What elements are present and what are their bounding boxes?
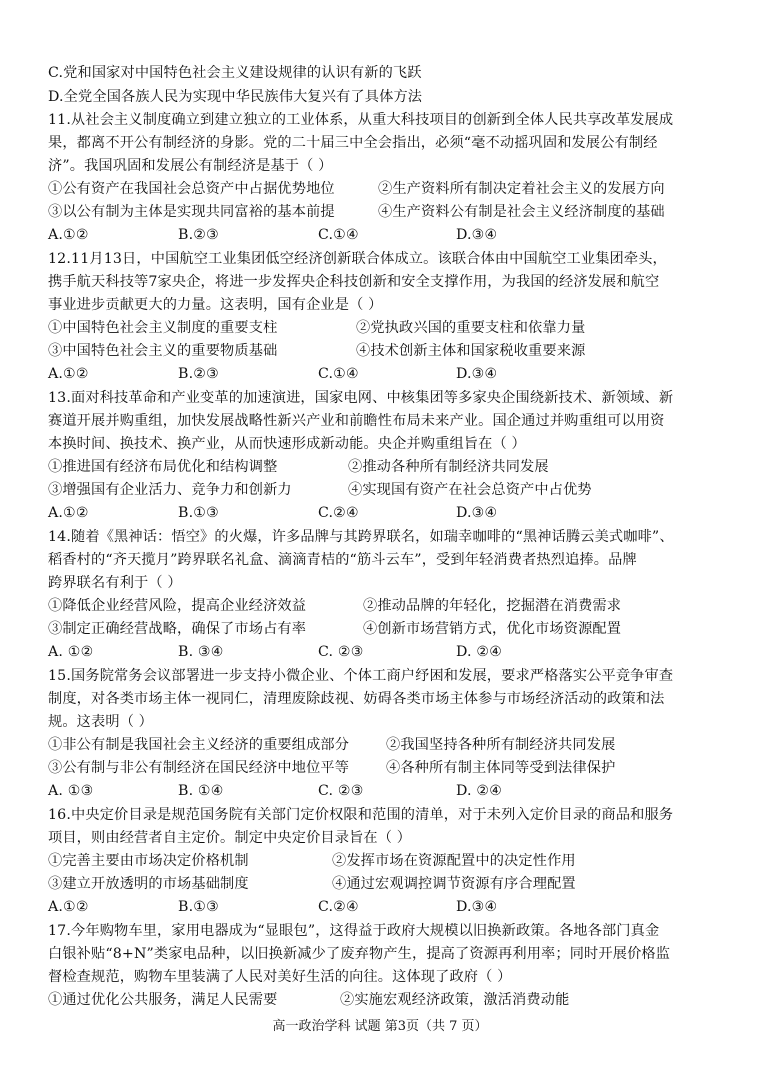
statement-row	[48, 457, 549, 477]
statement-row	[48, 202, 665, 222]
page-footer: 高一政治学科 试题 第3页（共 7 页）	[272, 1019, 488, 1034]
statement: ③公有制与非公有制经济在国民经济中地位平等	[48, 760, 350, 776]
statement-row	[48, 990, 570, 1010]
question-11-text: 济”。我国巩固和发展公有制经济是基于（ ）	[48, 158, 333, 174]
answer-option: A. ①③	[48, 783, 94, 799]
answer-option: D.③④	[456, 227, 498, 243]
statement: ②我国坚持各种所有制经济共同发展	[386, 737, 616, 753]
answer-option: D. ②④	[456, 783, 503, 799]
question-13-text: 本换时间、换技术、换产业，从而快速形成新动能。央企并购重组旨在（ ）	[48, 436, 526, 452]
answer-option: A.①②	[48, 227, 89, 243]
question-14-text: 跨界联名有利于（ ）	[48, 575, 182, 591]
question-12-text: 12.11月13日，中国航空工业集团低空经济创新联合体成立。该联合体由中国航空工业集团牵头，	[48, 251, 667, 267]
statement-row	[48, 480, 592, 500]
question-11-text: 果，都离不开公有制经济的身影。党的二十届三中全会指出，必须“毫不动摇巩固和发展公有制经	[48, 135, 658, 151]
question-12-text: 携手航天科技等7家央企，将进一步发挥央企科技创新和安全支撑作用，为我国的经济发展和航空	[48, 274, 660, 290]
statement: ④通过宏观调控调节资源有序合理配置	[332, 876, 576, 892]
statement-row	[48, 851, 576, 871]
statement-row	[48, 596, 622, 616]
question-14-text: 稻香村的“齐天揽月”跨界联名礼盒、滴滴青桔的“筋斗云车”，受到年轻消费者热烈追捧。品牌	[48, 552, 637, 568]
statement-row	[48, 735, 616, 755]
answer-option: C.②④	[318, 899, 359, 915]
statement: ②推动品牌的年轻化，挖掘潜在消费需求	[363, 598, 622, 614]
question-15-text: 制度，对各类市场主体一视同仁，清理废除歧视、妨碍各类市场主体参与市场经济活动的政策和法	[48, 691, 665, 707]
answer-option: D. ②④	[456, 644, 503, 660]
answer-option: C.②④	[318, 505, 359, 521]
question-13-text: 赛道开展并购重组，加快发展战略性新兴产业和前瞻性布局未来产业。国企通过并购重组可以用资	[48, 413, 665, 429]
option-line: C.党和国家对中国特色社会主义建设规律的认识有新的飞跃	[48, 65, 422, 81]
answer-option: C.①④	[318, 366, 359, 382]
question-15-text: 15.国务院常务会议部署进一步支持小微企业、个体工商户纾困和发展，要求严格落实公平竞争审查	[48, 668, 674, 684]
statement: ④创新市场营销方式，优化市场资源配置	[363, 621, 622, 637]
statement: ②党执政兴国的重要支柱和依靠力量	[356, 320, 586, 336]
option-line: D.全党全国各族人民为实现中华民族伟大复兴有了具体方法	[48, 89, 423, 105]
question-17-text: 17.今年购物车里，家用电器成为“显眼包”，这得益于政府大规模以旧换新政策。各地各部门真金	[48, 923, 660, 939]
question-16-text: 16.中央定价目录是规范国务院有关部门定价权限和范围的清单，对于未列入定价目录的商品和服务	[48, 807, 674, 823]
statement: ④技术创新主体和国家税收重要来源	[356, 343, 586, 359]
statement: ③建立开放透明的市场基础制度	[48, 876, 249, 892]
answer-option: B. ③④	[178, 644, 224, 660]
answer-option: C. ②③	[318, 644, 364, 660]
question-14-text: 14.随着《黑神话：悟空》的火爆，许多品牌与其跨界联名，如瑞幸咖啡的“黑神话腾云美式咖啡”、	[48, 529, 674, 545]
answer-option: D.③④	[456, 899, 498, 915]
answer-option: A.①②	[48, 505, 89, 521]
statement-row	[48, 874, 576, 894]
answer-option: B.②③	[178, 227, 219, 243]
question-17-text: 督检查规范，购物车里装满了人民对美好生活的向往。这体现了政府（ ）	[48, 969, 512, 985]
statement: ①通过优化公共服务，满足人民需要	[48, 992, 278, 1008]
statement: ③增强国有企业活力、竞争力和创新力	[48, 482, 292, 498]
statement: ①完善主要由市场决定价格机制	[48, 853, 249, 869]
statement: ①降低企业经营风险，提高企业经济效益	[48, 598, 307, 614]
statement: ④实现国有资产在社会总资产中占优势	[348, 482, 592, 498]
statement-row	[48, 318, 586, 338]
statement: ③以公有制为主体是实现共同富裕的基本前提	[48, 204, 335, 220]
answer-option: B. ①④	[178, 783, 224, 799]
statement-row	[48, 758, 616, 778]
question-15-text: 规。这表明（ ）	[48, 714, 154, 730]
statement-row	[48, 341, 586, 361]
answer-option: B.①③	[178, 505, 219, 521]
answer-option: A. ①②	[48, 644, 94, 660]
answer-option: A.①②	[48, 899, 89, 915]
answer-option: D.③④	[456, 505, 498, 521]
statement-row	[48, 179, 665, 199]
statement: ④生产资料公有制是社会主义经济制度的基础	[378, 204, 665, 220]
answer-option: A.①②	[48, 366, 89, 382]
statement: ①公有资产在我国社会总资产中占据优势地位	[48, 181, 335, 197]
statement: ①中国特色社会主义制度的重要支柱	[48, 320, 278, 336]
statement: ①非公有制是我国社会主义经济的重要组成部分	[48, 737, 350, 753]
answer-option: B.②③	[178, 366, 219, 382]
statement: ②生产资料所有制决定着社会主义的发展方向	[378, 181, 665, 197]
answer-option: D.③④	[456, 366, 498, 382]
question-17-text: 白银补贴“8+N”类家电品种，以旧换新减少了废弃物产生，提高了资源再利用率；同时开展价格监	[48, 946, 671, 962]
answer-option: C.①④	[318, 227, 359, 243]
question-12-text: 事业进步贡献更大的力量。这表明，国有企业是（ ）	[48, 297, 383, 313]
statement-row	[48, 619, 622, 639]
statement: ②推动各种所有制经济共同发展	[348, 459, 549, 475]
statement: ③制定正确经营战略，确保了市场占有率	[48, 621, 307, 637]
answer-option: C. ②③	[318, 783, 364, 799]
question-11-text: 11.从社会主义制度确立到建立独立的工业体系，从重大科技项目的创新到全体人民共享改革发展成	[48, 112, 674, 128]
statement: ②发挥市场在资源配置中的决定性作用	[332, 853, 576, 869]
statement: ④各种所有制主体同等受到法律保护	[386, 760, 616, 776]
question-16-text: 项目，则由经营者自主定价。制定中央定价目录旨在（ ）	[48, 830, 412, 846]
statement: ③中国特色社会主义的重要物质基础	[48, 343, 278, 359]
statement: ②实施宏观经济政策，激活消费动能	[340, 992, 570, 1008]
answer-option: B.①③	[178, 899, 219, 915]
question-13-text: 13.面对科技革命和产业变革的加速演进，国家电网、中核集团等多家央企围绕新技术、新领域、新	[48, 390, 674, 406]
statement: ①推进国有经济布局优化和结构调整	[48, 459, 278, 475]
